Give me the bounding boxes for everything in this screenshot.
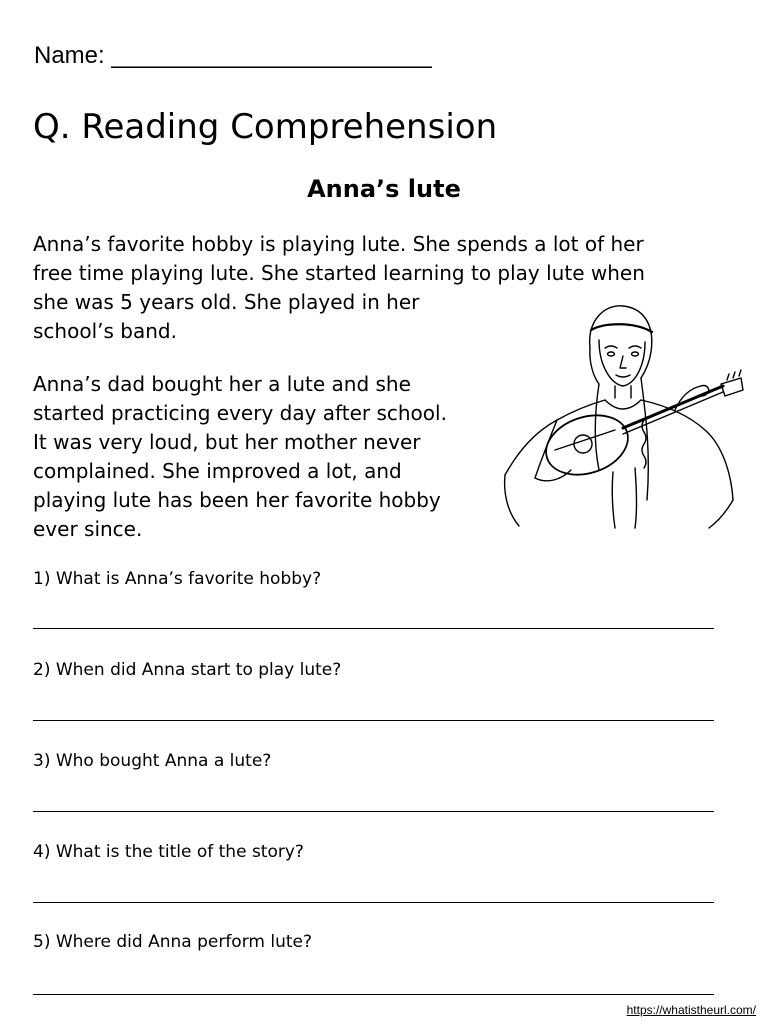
paragraph-line: school’s band. (33, 319, 177, 343)
question-4: 4) What is the title of the story? (33, 842, 304, 862)
question-3: 3) Who bought Anna a lute? (33, 751, 272, 771)
girl-playing-lute-icon (495, 300, 745, 530)
paragraph-line: she was 5 years old. She played in her (33, 290, 420, 314)
paragraph-line: free time playing lute. She started learning to play lute when (33, 261, 645, 285)
question-2: 2) When did Anna start to play lute? (33, 660, 342, 680)
paragraph-line: It was very loud, but her mother never (33, 430, 421, 454)
paragraph-line: Anna’s dad bought her a lute and she (33, 372, 411, 396)
paragraph-line: playing lute has been her favorite hobby (33, 488, 441, 512)
name-blank[interactable]: ________________________ (111, 42, 432, 69)
answer-line-2[interactable] (33, 720, 714, 721)
answer-line-1[interactable] (33, 628, 714, 629)
page-heading: Q. Reading Comprehension (33, 107, 498, 147)
question-1: 1) What is Anna’s favorite hobby? (33, 569, 322, 589)
paragraph-line: complained. She improved a lot, and (33, 459, 402, 483)
name-label: Name: (34, 42, 112, 69)
question-5: 5) Where did Anna perform lute? (33, 932, 313, 952)
paragraph-line: Anna’s favorite hobby is playing lute. She spends a lot of her (33, 232, 644, 256)
paragraph-line: started practicing every day after school. (33, 401, 447, 425)
answer-line-5[interactable] (33, 994, 714, 995)
name-field (34, 40, 432, 72)
footer-url-link[interactable]: https://whatistheurl.com/ (626, 1003, 756, 1017)
story-title: Anna’s lute (307, 175, 461, 203)
answer-line-3[interactable] (33, 811, 714, 812)
answer-line-4[interactable] (33, 902, 714, 903)
paragraph-line: ever since. (33, 517, 143, 541)
story-paragraph-2 (33, 370, 447, 544)
